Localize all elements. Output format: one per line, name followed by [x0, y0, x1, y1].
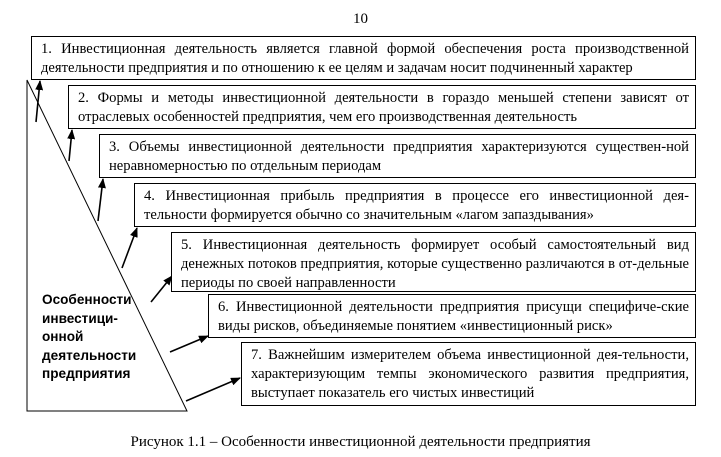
feature-box-2: 2. Формы и методы инвестиционной деятельности в гораздо меньшей степени зависят от отраслевых особенностей предприятия, чем его производственная деятельность — [68, 85, 696, 129]
feature-box-5: 5. Инвестиционная деятельность формирует особый самостоятельный вид денежных потоков предприятия, которые существенно различаются в от-дельные периоды по своей направленности — [171, 232, 696, 292]
feature-box-6: 6. Инвестиционной деятельности предприятия присущи специфиче-ские виды рисков, объединяемые понятием «инвестиционный риск» — [208, 294, 696, 338]
feature-box-3: 3. Объемы инвестиционной деятельности предприятия характеризуются существен-ной неравномерностью по отдельным периодам — [99, 134, 696, 178]
arrow-to-item-7 — [186, 378, 240, 401]
arrow-to-item-2 — [69, 130, 72, 161]
arrow-to-item-3 — [98, 179, 103, 221]
page-number: 10 — [353, 11, 368, 27]
arrow-to-item-4 — [122, 228, 137, 268]
features-label: Особенности инвестици-онной деятельности предприятия — [42, 292, 137, 381]
arrow-to-item-5 — [151, 276, 172, 302]
figure-caption: Рисунок 1.1 – Особенности инвестиционной деятельности предприятия — [130, 434, 591, 450]
feature-box-4: 4. Инвестиционная прибыль предприятия в процессе его инвестиционной дея-тельности формируется обычно со значительным «лагом запаздывания» — [134, 183, 696, 227]
feature-box-1: 1. Инвестиционная деятельность является главной формой обеспечения роста производственной деятельности предприятия и по отношению к ее целям и задачам носит подчиненный характер — [31, 36, 696, 80]
feature-box-7: 7. Важнейшим измерителем объема инвестиционной дея-тельности, характеризующим темпы экономического развития предприятия, выступает показатель его чистых инвестиций — [241, 342, 696, 406]
arrow-to-item-6 — [170, 336, 208, 352]
